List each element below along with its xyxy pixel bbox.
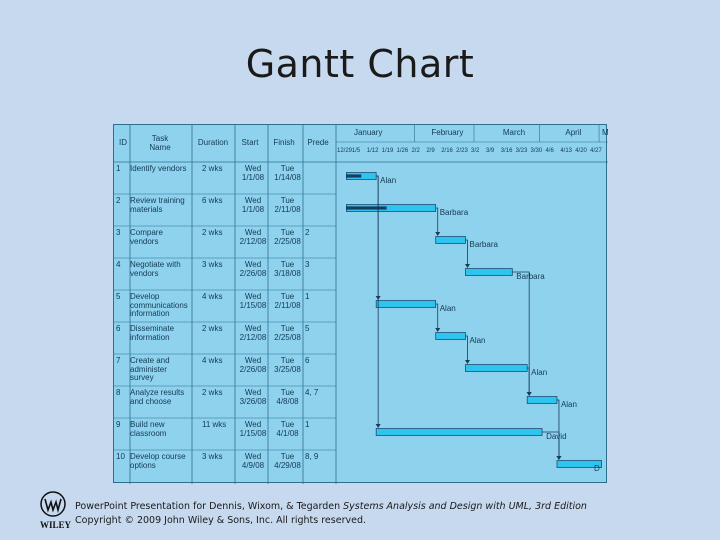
gantt-chart	[113, 124, 607, 483]
row-predecessors: 6	[305, 356, 310, 365]
row-duration: 3 wks	[202, 260, 223, 269]
task-bar	[465, 365, 527, 372]
row-predecessors: 1	[305, 420, 310, 429]
row-task-name: Build new classroom	[130, 420, 167, 438]
timeline-week: 3/16	[500, 148, 513, 154]
resource-label: Barbara	[516, 272, 545, 281]
header-task-name: Task Name	[149, 134, 171, 152]
row-predecessors: 8, 9	[305, 452, 319, 461]
timeline-month: M	[602, 128, 609, 137]
row-finish: Tue 2/11/08	[274, 292, 301, 310]
dependency-arrow	[512, 272, 529, 395]
timeline-week: 1/12	[366, 148, 379, 154]
timeline-week: 2/16	[441, 148, 453, 154]
row-finish: Tue 3/18/08	[274, 260, 301, 278]
timeline-week: 3/30	[530, 148, 543, 154]
task-progress-bar	[346, 206, 386, 209]
row-duration: 4 wks	[202, 292, 223, 301]
task-bar	[527, 397, 557, 404]
row-duration: 4 wks	[202, 356, 223, 365]
timeline-month: February	[431, 128, 464, 137]
row-start: Wed 1/1/08	[241, 164, 265, 182]
row-finish: Tue 2/25/08	[274, 324, 301, 342]
row-duration: 2 wks	[202, 228, 223, 237]
row-task-name: Develop course options	[130, 452, 186, 470]
resource-label: Alan	[380, 176, 397, 185]
resource-label: Barbara	[469, 240, 498, 249]
row-predecessors: 5	[305, 324, 310, 333]
dependency-arrowhead	[435, 232, 440, 236]
row-start: Wed 4/9/08	[241, 452, 265, 470]
timeline-week: 4/6	[545, 148, 554, 154]
timeline-month: January	[353, 128, 383, 137]
dependency-arrow	[465, 336, 467, 363]
timeline-week: 3/23	[515, 148, 528, 154]
row-duration: 2 wks	[202, 324, 223, 333]
timeline-week: 2/2	[411, 148, 420, 154]
row-id: 5	[116, 292, 121, 301]
timeline-week: 3/2	[471, 148, 480, 154]
timeline-week: 2/23	[456, 148, 468, 154]
row-start: Wed 2/12/08	[239, 228, 267, 246]
row-id: 4	[116, 260, 121, 269]
dependency-arrowhead	[465, 360, 470, 364]
row-task-name: Disseminate information	[130, 324, 175, 342]
resource-label: David	[546, 432, 567, 441]
timeline-month: March	[502, 128, 526, 137]
row-duration: 11 wks	[202, 420, 227, 429]
dependency-arrowhead	[465, 264, 470, 268]
wiley-logo-text: WILEY	[40, 520, 72, 530]
row-predecessors: 2	[305, 228, 310, 237]
task-bar	[436, 237, 466, 244]
dependency-arrowhead	[556, 456, 561, 460]
timeline-week: 4/27	[590, 148, 602, 154]
row-task-name: Identify vendors	[130, 164, 187, 173]
row-id: 7	[116, 356, 121, 365]
header-id: ID	[119, 138, 127, 147]
row-finish: Tue 2/25/08	[274, 228, 301, 246]
row-start: Wed 1/15/08	[239, 292, 267, 310]
row-task-name: Analyze results and choose	[130, 388, 185, 406]
task-bar	[376, 301, 436, 308]
row-start: Wed 2/12/08	[239, 324, 267, 342]
row-finish: Tue 4/29/08	[274, 452, 301, 470]
row-task-name: Review training materials	[130, 196, 185, 214]
row-finish: Tue 1/14/08	[274, 164, 301, 182]
timeline-week: 12/29	[337, 148, 353, 154]
row-start: Wed 2/26/08	[239, 356, 267, 374]
row-start: Wed 3/26/08	[239, 388, 267, 406]
row-id: 1	[116, 164, 121, 173]
row-id: 9	[116, 420, 121, 429]
row-id: 10	[116, 452, 125, 461]
resource-label: Barbara	[439, 208, 469, 217]
row-task-name: Develop communications information	[130, 292, 188, 318]
dependency-arrowhead	[435, 328, 440, 332]
header-finish: Finish	[273, 138, 295, 147]
header-predecessors: Prede	[307, 138, 329, 147]
row-finish: Tue 2/11/08	[274, 196, 301, 214]
dependency-arrow	[465, 240, 467, 267]
row-task-name: Compare vendors	[130, 228, 163, 246]
row-id: 3	[116, 228, 121, 237]
row-start: Wed 2/26/08	[239, 260, 267, 278]
task-bar	[376, 429, 542, 436]
timeline-week: 1/26	[396, 148, 409, 154]
row-start: Wed 1/15/08	[239, 420, 267, 438]
row-predecessors: 1	[305, 292, 310, 301]
row-finish: Tue 4/8/08	[276, 388, 299, 406]
dependency-arrow	[436, 208, 438, 235]
row-start: Wed 1/1/08	[241, 196, 265, 214]
resource-label: Alan	[439, 304, 456, 313]
timeline-week: 1/5	[351, 148, 361, 154]
task-bar	[436, 333, 466, 340]
row-duration: 2 wks	[202, 388, 223, 397]
row-duration: 3 wks	[202, 452, 223, 461]
footer-book-title: Systems Analysis and Design with UML, 3rd Edition	[343, 501, 587, 512]
row-duration: 6 wks	[202, 196, 223, 205]
resource-label: Alan	[560, 400, 577, 409]
footer-copyright: Copyright © 2009 John Wiley & Sons, Inc. All rights reserved.	[75, 515, 366, 526]
footer-line-1	[75, 500, 587, 514]
resource-label: Alan	[531, 368, 548, 377]
timeline-week: 3/9	[485, 148, 495, 154]
task-bar	[465, 269, 512, 276]
dependency-arrowhead	[376, 424, 381, 428]
timeline-week: 4/20	[575, 148, 587, 154]
timeline-week: 1/19	[381, 148, 394, 154]
header-start: Start	[241, 138, 259, 147]
row-task-name: Negotiate with vendors	[130, 260, 181, 278]
row-finish: Tue 4/1/08	[276, 420, 299, 438]
resource-label: Alan	[469, 336, 486, 345]
row-finish: Tue 3/25/08	[274, 356, 301, 374]
resource-label: D	[594, 464, 600, 473]
slide-title: Gantt Chart	[245, 42, 475, 86]
dependency-arrow	[527, 368, 529, 395]
dependency-arrowhead	[527, 392, 532, 396]
row-duration: 2 wks	[202, 164, 223, 173]
row-predecessors: 3	[305, 260, 310, 269]
task-progress-bar	[346, 174, 361, 177]
row-id: 6	[116, 324, 121, 333]
timeline-week: 4/13	[560, 148, 573, 154]
dependency-arrow	[436, 304, 438, 331]
row-id: 8	[116, 388, 121, 397]
footer	[75, 500, 587, 528]
footer-text: PowerPoint Presentation for Dennis, Wixom, & Tegarden	[75, 501, 344, 512]
row-id: 2	[116, 196, 121, 205]
timeline-month: April	[565, 128, 582, 137]
row-predecessors: 4, 7	[305, 388, 319, 397]
timeline-week: 2/9	[426, 148, 435, 154]
header-duration: Duration	[197, 138, 229, 147]
row-task-name: Create and administer survey	[130, 356, 170, 382]
